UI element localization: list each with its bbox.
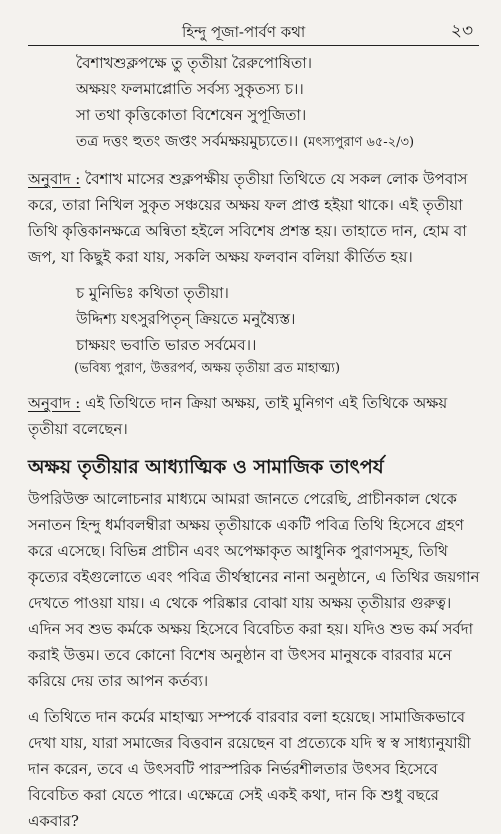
- translation-label: অনুবাদ :: [28, 394, 81, 412]
- page-header: [0, 0, 501, 50]
- body-paragraph: এ তিথিতে দান কর্মের মাহাত্ম্য সম্পর্কে বারবার বলা হয়েছে। সামাজিকভাবে দেখা যায়, যারা সমাজের বিত্তবান রয়েছেন বা প্রত্যেকে যদি স্ব স্ব সাধ্যানুযায়ী দান করেন, তবে এ উৎসবটি পারস্পরিক নির্ভরশীলতার উৎসব হিসেবে বিবেচিত করা যেতে পারে। এক্ষেত্রে সেই একই কথা, দান কি শুধু বছরে একবার?: [28, 708, 471, 830]
- verse-line: চাক্ষয়ং ভবাতি ভারত সর্বমেব।।: [76, 336, 257, 354]
- sanskrit-verse-2: [28, 280, 481, 380]
- header-rule: [28, 45, 479, 46]
- verse-line: সা তথা কৃত্তিকোতা বিশেষেন সুপূজিতা।: [76, 106, 307, 124]
- running-title: হিন্দু পূজা-পার্বণ কথা: [182, 23, 306, 41]
- verse-line: উদ্দিশ্য যৎসুরপিতৃন্ ক্রিয়তে মনুষ্যৈস্ত।: [76, 310, 296, 328]
- translation-text: এই তিথিতে দান ক্রিয়া অক্ষয়, তাই মুনিগণ এই তিথিকে অক্ষয় তৃতীয়া বলেছেন।: [28, 394, 448, 438]
- body-paragraph: উপরিউক্ত আলোচনার মাধ্যমে আমরা জানতে পেরেছি, প্রাচীনকাল থেকে সনাতন হিন্দু ধর্মাবলম্বীরা অক্ষয় তৃতীয়াকে একটি পবিত্র তিথি হিসেবে গ্রহণ করে এসেছে। বিভিন্ন প্রাচীন এবং অপেক্ষাকৃত আধুনিক পুরাণসমূহ, তিথি কৃত্যের বইগুলোতে এবং পবিত্র তীর্থস্থানের নানা অনুষ্ঠানে, এ তিথির জয়গান দেখতে পাওয়া যায়। এ থেকে পরিষ্কার বোঝা যায় অক্ষয় তৃতীয়ার গুরুত্ব। এদিন সব শুভ কর্মকে অক্ষয় হিসেবে বিবেচিত করা হয়। যদিও শুভ কর্ম সর্বদা করাই উত্তম। তবে কোনো বিশেষ অনুষ্ঠান বা উৎসব মানুষকে বারবার মনে করিয়ে দেয় তার আপন কর্তব্য।: [28, 490, 480, 690]
- verse-line-text: তত্র দত্তং হুতং জপ্তং সর্বমক্ষয়মুচ্যতে।।: [76, 132, 299, 150]
- translation-label: অনুবাদ :: [28, 170, 81, 188]
- verse-line: চ মুনিভিঃ কথিতা তৃতীয়া।: [76, 284, 229, 302]
- verse-line: [76, 128, 481, 156]
- translation-2: [28, 390, 481, 442]
- sanskrit-verse-1: [28, 50, 481, 156]
- verse-reference: (ভবিষ্য পুরাণ, উত্তরপর্ব, অক্ষয় তৃতীয়া ব্রত মাহাত্ম্য): [74, 361, 341, 376]
- translation-1: [28, 166, 481, 270]
- verse-source: (মৎস্যপুরাণ ৬৫-২/৩): [303, 135, 415, 150]
- verse-line: অক্ষয়ং ফলমাপ্লোতি সর্বস্য সুকৃতস্য চ।।: [76, 80, 304, 98]
- section-heading: অক্ষয় তৃতীয়ার আধ্যাত্মিক ও সামাজিক তাৎপর্য: [28, 456, 384, 478]
- verse-line: বৈশাখশুক্লপক্ষে তু তৃতীয়া রৈরুপোষিতা।: [76, 54, 312, 72]
- page-number: ২৩: [450, 21, 473, 41]
- translation-text: বৈশাখ মাসের শুক্লপক্ষীয় তৃতীয়া তিথিতে যে সকল লোক উপবাস করে, তারা নিখিল সুকৃত সঞ্চয়ের অক্ষয় ফল প্রাপ্ত হইয়া থাকে। এই তৃতীয়া তিথি কৃত্তিকানক্ষত্রে অন্বিতা হইলে সবিশেষ প্রশস্ত হয়। তাহাতে দান, হোম বা জপ, যা কিছুই করা যায়, সকলি অক্ষয় ফলবান বলিয়া কীর্তিত হয়।: [28, 170, 468, 266]
- page-body: [28, 50, 481, 834]
